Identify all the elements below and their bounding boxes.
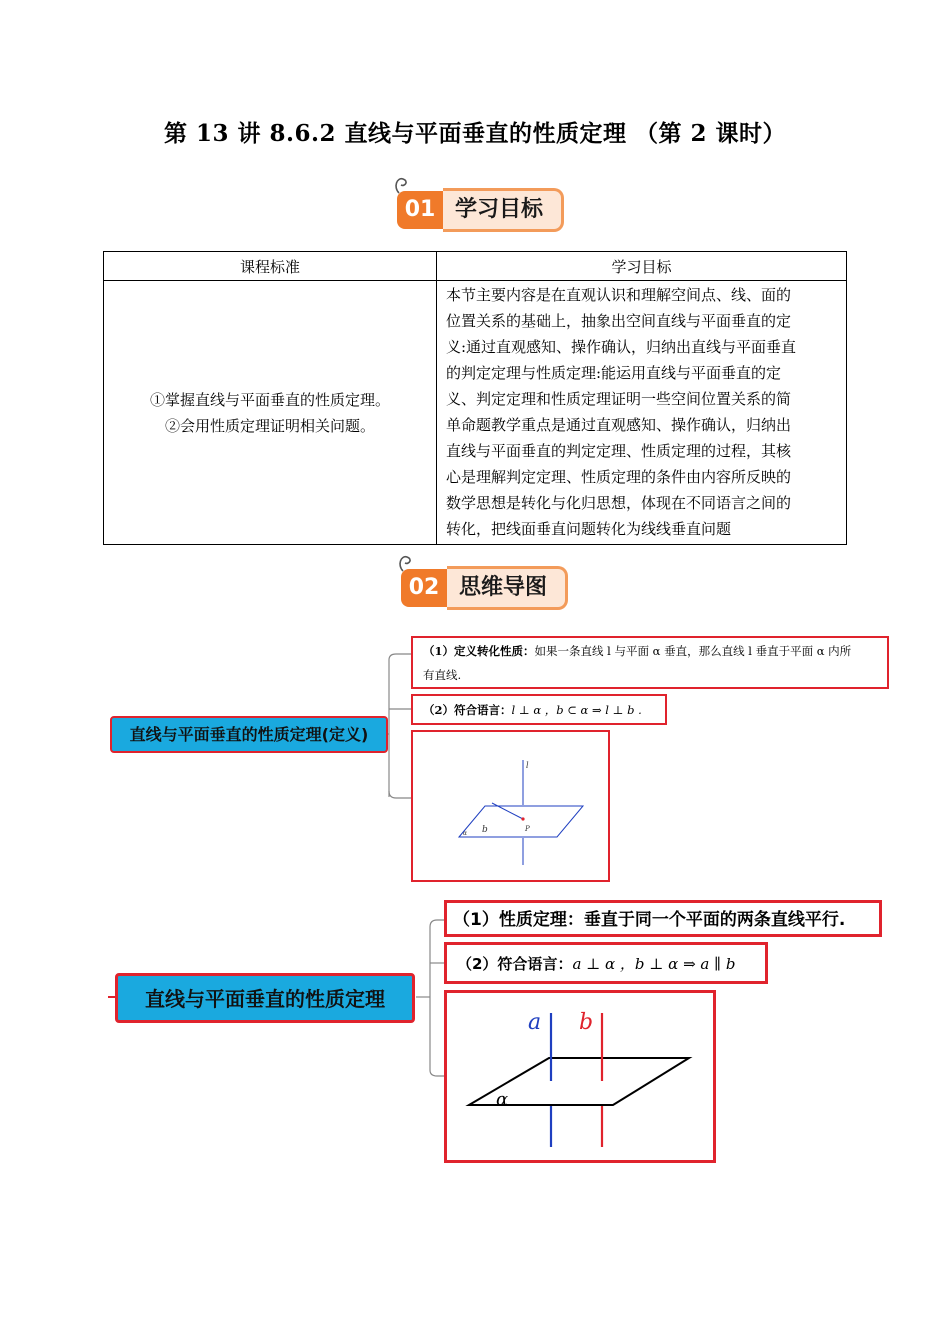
goal-line: 单命题教学重点是通过直观感知、操作确认，归纳出 — [446, 416, 792, 434]
section-number: 01 — [397, 191, 443, 229]
mindmap1-root — [110, 716, 388, 753]
section-label: 思维导图 — [447, 566, 568, 610]
map1-figure-box — [411, 730, 610, 882]
table-header-row — [104, 252, 847, 281]
fig2-label-a: a — [528, 1010, 542, 1035]
goal-line: 的判定定理与性质定理:能运用直线与平面垂直的定 — [446, 364, 782, 382]
goal-line: 直线与平面垂直的判定定理、性质定理的过程，其核 — [446, 442, 792, 460]
map1-definition-box — [411, 636, 889, 689]
fig1-label-b: b — [482, 825, 488, 835]
fig1-label-alpha: α — [463, 830, 468, 837]
header-goals: 学习目标 — [437, 252, 847, 281]
thm-text: 垂直于同一个平面的两条直线平行. — [583, 910, 846, 930]
goal-line: 转化，把线面垂直问题转化为线线垂直问题 — [446, 520, 732, 538]
section-badge-mindmap — [401, 563, 586, 609]
goal-line: 义、判定定理和性质定理证明一些空间位置关系的简 — [446, 390, 792, 408]
def-line1: 如果一条直线 l 与平面 α 垂直，那么直线 l 垂直于平面 α 内所 — [534, 644, 852, 658]
section-label: 学习目标 — [443, 188, 564, 232]
section-badge-objectives — [397, 185, 582, 231]
def-line2: 有直线. — [423, 668, 462, 682]
parallel-lines-figure — [447, 993, 713, 1160]
sym2-expr: a ⊥ α ，b ⊥ α ⇒ a ∥ b — [572, 955, 736, 973]
goals-cell — [437, 281, 847, 545]
goal-line: 位置关系的基础上，抽象出空间直线与平面垂直的定 — [446, 312, 792, 330]
mindmap2-root-label: 直线与平面垂直的性质定理 — [145, 987, 385, 1011]
header-standards: 课程标准 — [104, 252, 437, 281]
thm-label: （1）性质定理： — [453, 910, 584, 930]
standard-item: ①掌握直线与平面垂直的性质定理。 — [149, 390, 390, 409]
fig1-label-p: P — [525, 825, 530, 833]
def-label: （1）定义转化性质： — [423, 644, 535, 658]
fig1-label-l: l — [526, 761, 529, 770]
map2-theorem-box — [444, 900, 882, 937]
perpendicular-line-plane-figure — [413, 732, 608, 880]
sym-label: （2）符合语言： — [423, 703, 512, 717]
mindmap1-root-label: 直线与平面垂直的性质定理(定义) — [129, 725, 369, 744]
mindmap2-root — [115, 973, 415, 1023]
table-row — [104, 281, 847, 545]
objectives-table — [103, 251, 847, 545]
map2-figure-box — [444, 990, 716, 1163]
map1-symbol-box — [411, 694, 667, 725]
goal-line: 本节主要内容是在直观认识和理解空间点、线、面的 — [446, 286, 792, 304]
standard-item: ②会用性质定理证明相关问题。 — [164, 416, 375, 435]
standards-cell — [104, 281, 437, 545]
fig2-label-b: b — [579, 1010, 594, 1035]
goal-line: 数学思想是转化与化归思想，体现在不同语言之间的 — [446, 494, 792, 512]
fig2-label-alpha: α — [496, 1089, 509, 1110]
goal-line: 义:通过直观感知、操作确认，归纳出直线与平面垂直 — [446, 338, 797, 356]
section-number: 02 — [401, 569, 447, 607]
goal-line: 心是理解判定定理、性质定理的条件由内容所反映的 — [446, 468, 792, 486]
sym2-label: （2）符合语言： — [457, 955, 573, 973]
map2-symbol-box — [444, 942, 768, 984]
sym-expr: l ⊥ α ，b ⊂ α ⇒ l ⊥ b . — [511, 703, 642, 717]
page-title: 第 13 讲 8.6.2 直线与平面垂直的性质定理 （第 2 课时） — [163, 120, 787, 147]
